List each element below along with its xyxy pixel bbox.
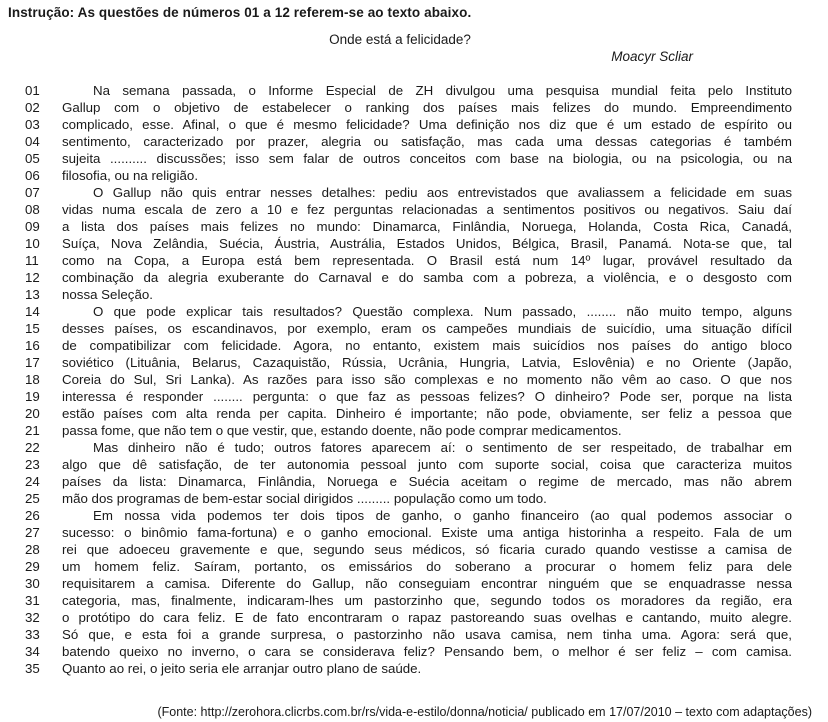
line-text: soviético (Lituânia, Belarus, Cazaquistão, Rússia, Ucrânia, Hungria, Latvia, Eslovênia) e no Oriente (Japão,: [62, 355, 792, 370]
line-number: 25: [25, 491, 40, 506]
line-number: 18: [25, 372, 40, 387]
instruction-text: Instrução: As questões de números 01 a 12 referem-se ao texto abaixo.: [8, 5, 472, 20]
line-number: 27: [25, 525, 40, 540]
text-line: [0, 541, 828, 558]
line-number: 16: [25, 338, 40, 353]
text-line: [0, 405, 828, 422]
line-number: 05: [25, 151, 40, 166]
line-text: Suíça, Nova Zelândia, Suécia, Áustria, Austrália, Estados Unidos, Bélgica, Brasil, Panamá. Nota-se que, tal: [62, 236, 792, 251]
line-number: 07: [25, 185, 40, 200]
line-number: 35: [25, 661, 40, 676]
line-text: de compatibilizar com felicidade. Agora, no entanto, existem mais suicídios nos países do antigo bloco: [62, 338, 792, 353]
line-number: 19: [25, 389, 40, 404]
line-text: O que pode explicar tais resultados? Questão complexa. Num passado, ........ não muito tempo, alguns: [93, 304, 792, 319]
text-line: [0, 660, 828, 677]
line-text: requisitarem a camisa. Diferente do Gallup, não conseguiam encontrar ninguém que se enquadrasse nessa: [62, 576, 792, 591]
text-line: [0, 524, 828, 541]
line-number: 12: [25, 270, 40, 285]
text-line: [0, 116, 828, 133]
line-number: 20: [25, 406, 40, 421]
source-citation: (Fonte: http://zerohora.clicrbs.com.br/rs/vida-e-estilo/donna/noticia/ publicado em 17/07/2010 – texto com adaptações): [157, 705, 812, 719]
line-number: 21: [25, 423, 40, 438]
line-text: rei que adoeceu gravemente e que, segundo seus médicos, só ficaria curado quando vestisse a camisa de: [62, 542, 792, 557]
line-number: 04: [25, 134, 40, 149]
line-text: estão países com alta renda per capita. Dinheiro é importante; não pode, obviamente, ser feliz a pessoa que: [62, 406, 792, 421]
line-text: sentimento, caracterizado por prazer, alegria ou satisfação, mas cada uma dessas categorias é também: [62, 134, 792, 149]
line-number: 23: [25, 457, 40, 472]
text-line: [0, 354, 828, 371]
line-number: 01: [25, 83, 40, 98]
line-number: 09: [25, 219, 40, 234]
text-line: [0, 82, 828, 99]
line-number: 06: [25, 168, 40, 183]
text-line: [0, 558, 828, 575]
line-text: Mas dinheiro não é tudo; outros fatores aparecem aí: o sentimento de ser respeitado, de trabalhar em: [93, 440, 792, 455]
line-text: O Gallup não quis entrar nesses detalhes: pediu aos entrevistados que avaliassem a felicidade em suas: [93, 185, 792, 200]
line-text: vidas numa escala de zero a 10 e fez perguntas relacionadas a sentimentos positivos ou negativos. Saiu daí: [62, 202, 792, 217]
line-number: 15: [25, 321, 40, 336]
text-line: [0, 303, 828, 320]
text-line: [0, 133, 828, 150]
line-text: filosofia, ou na religião.: [62, 168, 199, 183]
text-line: [0, 626, 828, 643]
text-line: [0, 269, 828, 286]
line-text: interessa é responder ........ pergunta: o que faz as pessoas felizes? O dinheiro? Pode ser, porque na lista: [62, 389, 792, 404]
line-text: categoria, mas, finalmente, indicaram-lhes um pastorzinho que, segundo todos os moradores da região, era: [62, 593, 792, 608]
line-text: sujeita .......... discussões; isso sem falar de outros conceitos com base na biologia, ou na psicologia, ou na: [62, 151, 792, 166]
line-number: 34: [25, 644, 40, 659]
text-line: [0, 252, 828, 269]
line-number: 10: [25, 236, 40, 251]
line-text: nossa Seleção.: [62, 287, 153, 302]
line-number: 33: [25, 627, 40, 642]
line-number: 32: [25, 610, 40, 625]
text-line: [0, 507, 828, 524]
text-line: [0, 422, 828, 439]
line-text: sucesso: o binômio fama-fortuna) e o ganho emocional. Existe uma antiga historinha a respeito. Fala de um: [62, 525, 792, 540]
line-text: combinação da alegria exuberante do Carnaval e do samba com a pobreza, a violência, e o desgosto com: [62, 270, 792, 285]
text-title: Onde está a felicidade?: [329, 32, 471, 47]
line-text: o protótipo do cara feliz. E de fato encontraram o rapaz pastoreando suas ovelhas e cantando, muito alegre.: [62, 610, 792, 625]
line-text: Só que, e esta foi a grande surpresa, o pastorzinho não usava camisa, nem tinha uma. Agora: será que,: [62, 627, 792, 642]
line-text: um homem feliz. Saíram, portanto, os emissários do soberano a procurar o homem feliz para dele: [62, 559, 792, 574]
line-text: mão dos programas de bem-estar social dirigidos ......... população como um todo.: [62, 491, 547, 506]
text-line: [0, 575, 828, 592]
text-line: [0, 320, 828, 337]
text-line: [0, 286, 828, 303]
line-number: 31: [25, 593, 40, 608]
line-number: 30: [25, 576, 40, 591]
line-text: Em nossa vida podemos ter dois tipos de ganho, o ganho financeiro (ao qual podemos associar o: [93, 508, 792, 523]
line-number: 13: [25, 287, 40, 302]
line-text: complicado, esse. Afinal, o que é mesmo felicidade? Uma definição nos diz que é um estado de espírito ou: [62, 117, 792, 132]
text-line: [0, 643, 828, 660]
text-line: [0, 218, 828, 235]
text-line: [0, 184, 828, 201]
author-name: Moacyr Scliar: [611, 49, 693, 64]
text-line: [0, 609, 828, 626]
text-line: [0, 337, 828, 354]
line-number: 26: [25, 508, 40, 523]
line-number: 22: [25, 440, 40, 455]
line-number: 11: [25, 253, 39, 268]
line-number: 14: [25, 304, 40, 319]
text-line: [0, 150, 828, 167]
text-line: [0, 235, 828, 252]
line-number: 08: [25, 202, 40, 217]
text-line: [0, 99, 828, 116]
line-text: Gallup com o objetivo de estabelecer o ranking dos países mais felizes do mundo. Empreendimento: [62, 100, 792, 115]
text-line: [0, 439, 828, 456]
line-text: a lista dos países mais felizes no mundo: Dinamarca, Finlândia, Noruega, Holanda, Costa Rica, Canadá,: [62, 219, 792, 234]
line-number: 24: [25, 474, 40, 489]
line-text: Na semana passada, o Informe Especial de ZH divulgou uma pesquisa mundial feita pelo Instituto: [93, 83, 792, 98]
line-text: Coreia do Sul, Sri Lanka). As razões para isso são complexas e no momento não vêm ao caso. O que nos: [62, 372, 792, 387]
line-text: passa fome, que não tem o que vestir, que, estando doente, não pode comprar medicamentos.: [62, 423, 622, 438]
line-number: 28: [25, 542, 40, 557]
text-line: [0, 201, 828, 218]
text-body: [0, 82, 828, 677]
text-line: [0, 490, 828, 507]
text-line: [0, 388, 828, 405]
text-line: [0, 456, 828, 473]
line-text: países da lista: Dinamarca, Finlândia, Noruega e Suécia aceitam o regime de mercado, mas não abrem: [62, 474, 792, 489]
line-text: desses países, os escandinavos, por exemplo, eram os campeões mundiais de suicídio, uma situação difícil: [62, 321, 792, 336]
line-text: como na Copa, a Europa está bem representada. O Brasil está num 14º lugar, provável resultado da: [62, 253, 792, 268]
line-text: batendo queixo no inverno, o cara se considerava feliz? Pensando bem, o melhor é ser feliz – com camisa.: [62, 644, 792, 659]
line-number: 17: [25, 355, 40, 370]
text-line: [0, 167, 828, 184]
line-text: Quanto ao rei, o jeito seria ele arranjar outro plano de saúde.: [62, 661, 422, 676]
line-number: 03: [25, 117, 40, 132]
line-number: 29: [25, 559, 40, 574]
line-number: 02: [25, 100, 40, 115]
line-text: algo que dê satisfação, de ter autonomia pessoal junto com suporte social, coisa que caracteriza muitos: [62, 457, 792, 472]
text-line: [0, 473, 828, 490]
text-line: [0, 371, 828, 388]
text-line: [0, 592, 828, 609]
